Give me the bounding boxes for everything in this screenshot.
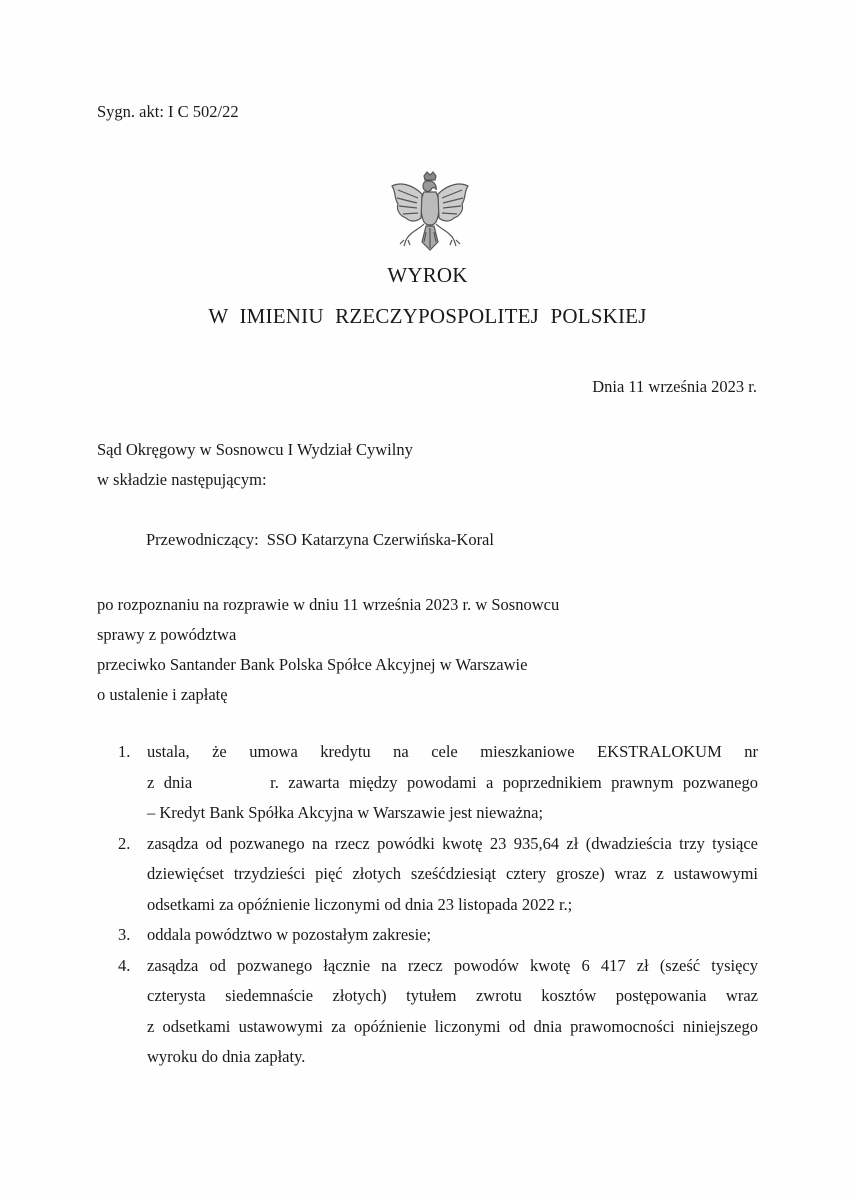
case-signature: Sygn. akt: I C 502/22 [97,102,239,121]
proceedings-line: przeciwko Santander Bank Polska Spółce Akcyjnej w Warszawie [97,655,528,674]
ruling-item-4 [118,951,758,1073]
presiding-name: SSO Katarzyna Czerwińska-Koral [266,530,494,549]
ruling-date-prefix: z dnia [147,772,193,792]
ruling-number: 2. [118,833,131,853]
ruling-number: 1. [118,742,131,761]
rulings-list [118,737,758,1073]
ruling-line: czterysta siedemnaście złotych) tytułem zwrotu kosztów postępowania wraz [147,986,758,1005]
ruling-line: dziewięćset trzydzieści pięć złotych sześćdziesiąt cztery grosze) wraz z ustawowymi [147,864,758,883]
ruling-line: wyroku do dnia zapłaty. [147,1047,306,1066]
proceedings-line: po rozpoznaniu na rozprawie w dniu 11 września 2023 r. w Sosnowcu [97,595,560,614]
ruling-line [147,768,758,799]
ruling-line: zasądza od pozwanego na rzecz powódki kwotę 23 935,64 zł (dwadzieścia trzy tysiące [147,833,758,853]
proceedings-line: sprawy z powództwa [97,625,237,644]
court-name: Sąd Okręgowy w Sosnowcu I Wydział Cywilny [97,440,413,459]
ruling-line: – Kredyt Bank Spółka Akcyjna w Warszawie jest nieważna; [147,803,544,822]
ruling-line: z odsetkami ustawowymi za opóźnienie liczonymi od dnia prawomocności niniejszego [147,1016,758,1036]
court-composition-label: w składzie następującym: [97,470,267,489]
document-subtitle: W IMIENIU RZECZYPOSPOLITEJ POLSKIEJ [208,304,647,328]
ruling-line-text: r. zawarta między powodami a poprzednikiem prawnym pozwanego [270,772,759,792]
polish-eagle-emblem-icon [384,170,476,256]
ruling-line: ustala, że umowa kredytu na cele mieszkaniowe EKSTRALOKUM nr [147,742,758,761]
judgment-date: Dnia 11 września 2023 r. [592,377,757,396]
ruling-number: 4. [118,955,131,975]
ruling-item-2 [118,829,758,921]
proceedings-line: o ustalenie i zapłatę [97,685,228,704]
ruling-line: zasądza od pozwanego łącznie na rzecz powodów kwotę 6 417 zł (sześć tysięcy [147,955,758,975]
ruling-item-3 [118,920,758,951]
ruling-line: oddala powództwo w pozostałym zakresie; [147,925,432,944]
ruling-item-1 [118,737,758,829]
presiding-judge [146,530,494,550]
ruling-number: 3. [118,925,131,944]
presiding-label: Przewodniczący: [146,530,259,549]
document-title: WYROK [387,263,468,287]
ruling-line: odsetkami za opóźnienie liczonymi od dnia 23 listopada 2022 r.; [147,894,573,914]
